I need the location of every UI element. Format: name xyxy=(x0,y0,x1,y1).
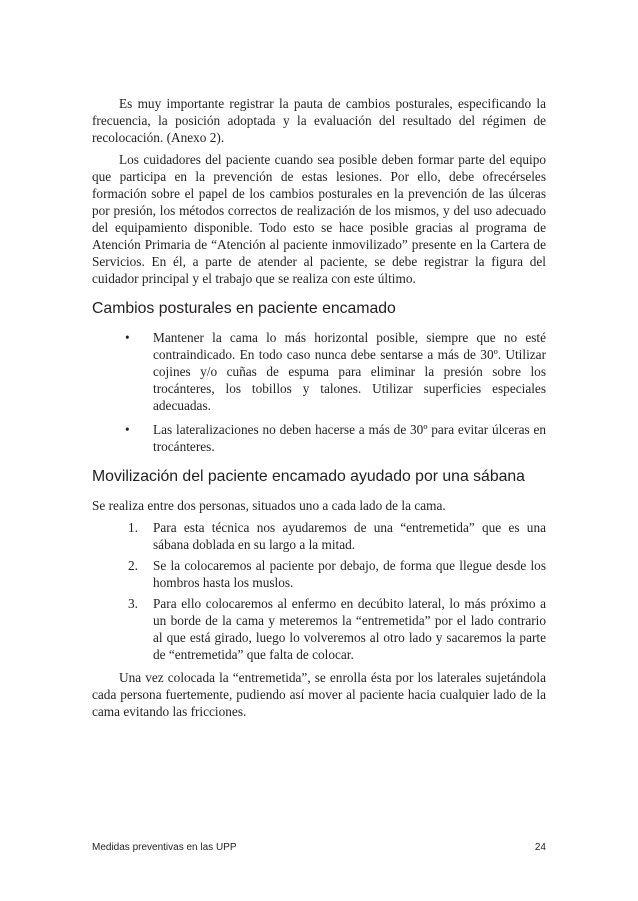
bullet-list xyxy=(92,329,546,455)
step-text: Se la colocaremos al paciente por debajo, de forma que llegue desde los hombros hasta los muslos. xyxy=(153,558,546,590)
list-item xyxy=(92,421,546,455)
page-number: 24 xyxy=(534,842,546,853)
paragraph-registro: Es muy importante registrar la pauta de cambios posturales, especificando la frecuencia, la posición adoptada y la evaluación del resultado del régimen de recolocación. (Anexo 2). xyxy=(92,96,546,145)
numbered-list xyxy=(92,519,546,663)
paragraph-cuidadores: Los cuidadores del paciente cuando sea posible deben formar parte del equipo que participa en la prevención de estas lesiones. Por ello, debe ofrecérseles formación sobre el papel de los cambios posturales en la prevención de las úlceras por presión, los métodos correctos de realización de los mismos, y del uso adecuado del equipamiento disponible. Todo esto se hace posible gracias al programa de Atención Primaria de “Atención al paciente inmovilizado” presente en la Cartera de Servicios. En él, a parte de atender al paciente, se debe registrar la figura del cuidador principal y el trabajo que se realiza con este último. xyxy=(92,152,546,286)
list-item xyxy=(92,329,546,414)
step-number: 3. xyxy=(128,596,138,611)
bullet-marker: • xyxy=(125,422,130,437)
list-item-text: Mantener la cama lo más horizontal posible, siempre que no esté contraindicado. En todo caso nunca debe sentarse a más de 30º. Utilizar cojines y/o cuñas de espuma para eliminar la presión sobre los trocánteres, los tobillos y talones. Utilizar superficies especiales adecuadas. xyxy=(153,330,546,413)
paragraph-closing: Una vez colocada la “entremetida”, se enrolla ésta por los laterales sujetándola cada persona fuertemente, pudiendo así mover al paciente hacia cualquier lado de la cama evitando las fricciones. xyxy=(92,670,546,719)
list-item xyxy=(92,595,546,663)
list-item xyxy=(92,557,546,591)
list-item-text: Las lateralizaciones no deben hacerse a más de 30º para evitar úlceras en trocánteres. xyxy=(153,422,546,454)
page-content xyxy=(92,95,546,725)
step-text: Para ello colocaremos al enfermo en decúbito lateral, lo más próximo a un borde de la cama y meteremos la “entremetida” por el lado contrario al que está girado, luego lo volveremos al otro lado y sacaremos la parte de “entremetida” que falta de colocar. xyxy=(153,596,546,662)
section-heading-movilizacion: Movilización del paciente encamado ayudado por una sábana xyxy=(92,468,525,485)
bullet-marker: • xyxy=(125,330,130,345)
step-number: 2. xyxy=(128,558,138,573)
footer-title: Medidas preventivas en las UPP xyxy=(92,842,237,853)
step-number: 1. xyxy=(128,520,138,535)
section-heading-cambios-posturales: Cambios posturales en paciente encamado xyxy=(92,300,396,317)
paragraph-intro: Se realiza entre dos personas, situados uno a cada lado de la cama. xyxy=(92,498,446,513)
step-text: Para esta técnica nos ayudaremos de una “entremetida” que es una sábana doblada en su largo a la mitad. xyxy=(153,520,546,552)
list-item xyxy=(92,519,546,553)
